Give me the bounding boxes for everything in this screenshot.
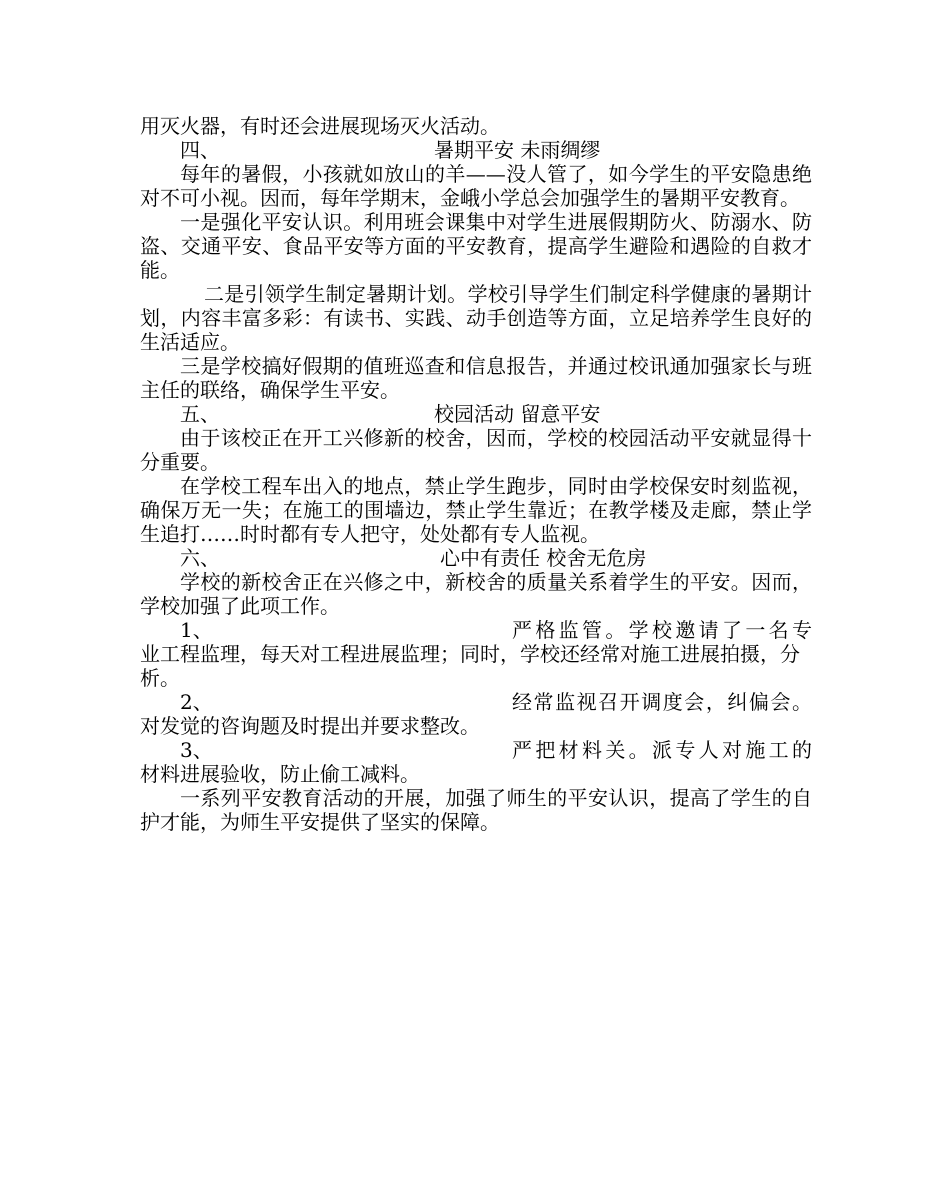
paragraph-campus-detail: 在学校工程车出入的地点，禁止学生跑步，同时由学校保安时刻监视，确保万无一失；在施工的围墙边，禁止学生靠近；在教学楼及走廊，禁止学生追打……时时都有专人把守，处处都有专人监视。 — [140, 474, 812, 546]
section-heading-4 — [140, 138, 812, 162]
list-item — [140, 738, 812, 786]
paragraph-fire-drill-end: 用灭火器，有时还会进展现场灭火活动。 — [140, 114, 500, 138]
item-lead-text: 经常监视召开调度会，纠偏会。 — [512, 690, 812, 714]
paragraph-conclusion: 一系列平安教育活动的开展，加强了师生的平安认识，提高了学生的自护才能，为师生平安提供了坚实的保障。 — [140, 786, 812, 834]
section-heading-5 — [140, 402, 812, 426]
section-number: 五、 — [180, 402, 220, 426]
paragraph-summer-point-2: 二是引领学生制定暑期计划。学校引导学生们制定科学健康的暑期计划，内容丰富多彩：有读书、实践、动手创造等方面，立足培养学生良好的生活适应。 — [140, 282, 812, 354]
section-title: 校园活动 留意平安 — [434, 402, 601, 426]
paragraph-summer-point-1: 一是强化平安认识。利用班会课集中对学生进展假期防火、防溺水、防盗、交通平安、食品平安等方面的平安教育，提高学生避险和遇险的自救才能。 — [140, 210, 812, 282]
paragraph-campus-intro: 由于该校正在开工兴修新的校舍，因而，学校的校园活动平安就显得十分重要。 — [140, 426, 812, 474]
section-number: 四、 — [180, 138, 220, 162]
paragraph-summer-intro: 每年的暑假，小孩就如放山的羊——没人管了，如今学生的平安隐患绝对不可小视。因而，每年学期末，金峨小学总会加强学生的暑期平安教育。 — [140, 162, 812, 210]
item-number: 1、 — [180, 618, 213, 642]
section-number: 六、 — [180, 546, 220, 570]
list-item — [140, 690, 812, 738]
item-continuation: 对发觉的咨询题及时提出并要求整改。 — [140, 714, 480, 738]
item-number: 2、 — [180, 690, 213, 714]
section-heading-6 — [140, 546, 812, 570]
document-body — [140, 114, 812, 834]
item-lead-text: 严格监管。学校邀请了一名专 — [512, 618, 812, 642]
section-title: 暑期平安 未雨绸缪 — [434, 138, 601, 162]
paragraph-building-intro: 学校的新校舍正在兴修之中，新校舍的质量关系着学生的平安。因而，学校加强了此项工作。 — [140, 570, 812, 618]
item-continuation: 材料进展验收，防止偷工减料。 — [140, 762, 420, 786]
item-lead-text: 严把材料关。派专人对施工的 — [512, 738, 812, 762]
item-continuation: 业工程监理，每天对工程进展监理；同时，学校还经常对施工进展拍摄，分析。 — [140, 642, 800, 690]
section-title: 心中有责任 校舍无危房 — [440, 546, 647, 570]
list-item — [140, 618, 812, 690]
paragraph-summer-point-3: 三是学校搞好假期的值班巡查和信息报告，并通过校讯通加强家长与班主任的联络，确保学生平安。 — [140, 354, 812, 402]
item-number: 3、 — [180, 738, 213, 762]
